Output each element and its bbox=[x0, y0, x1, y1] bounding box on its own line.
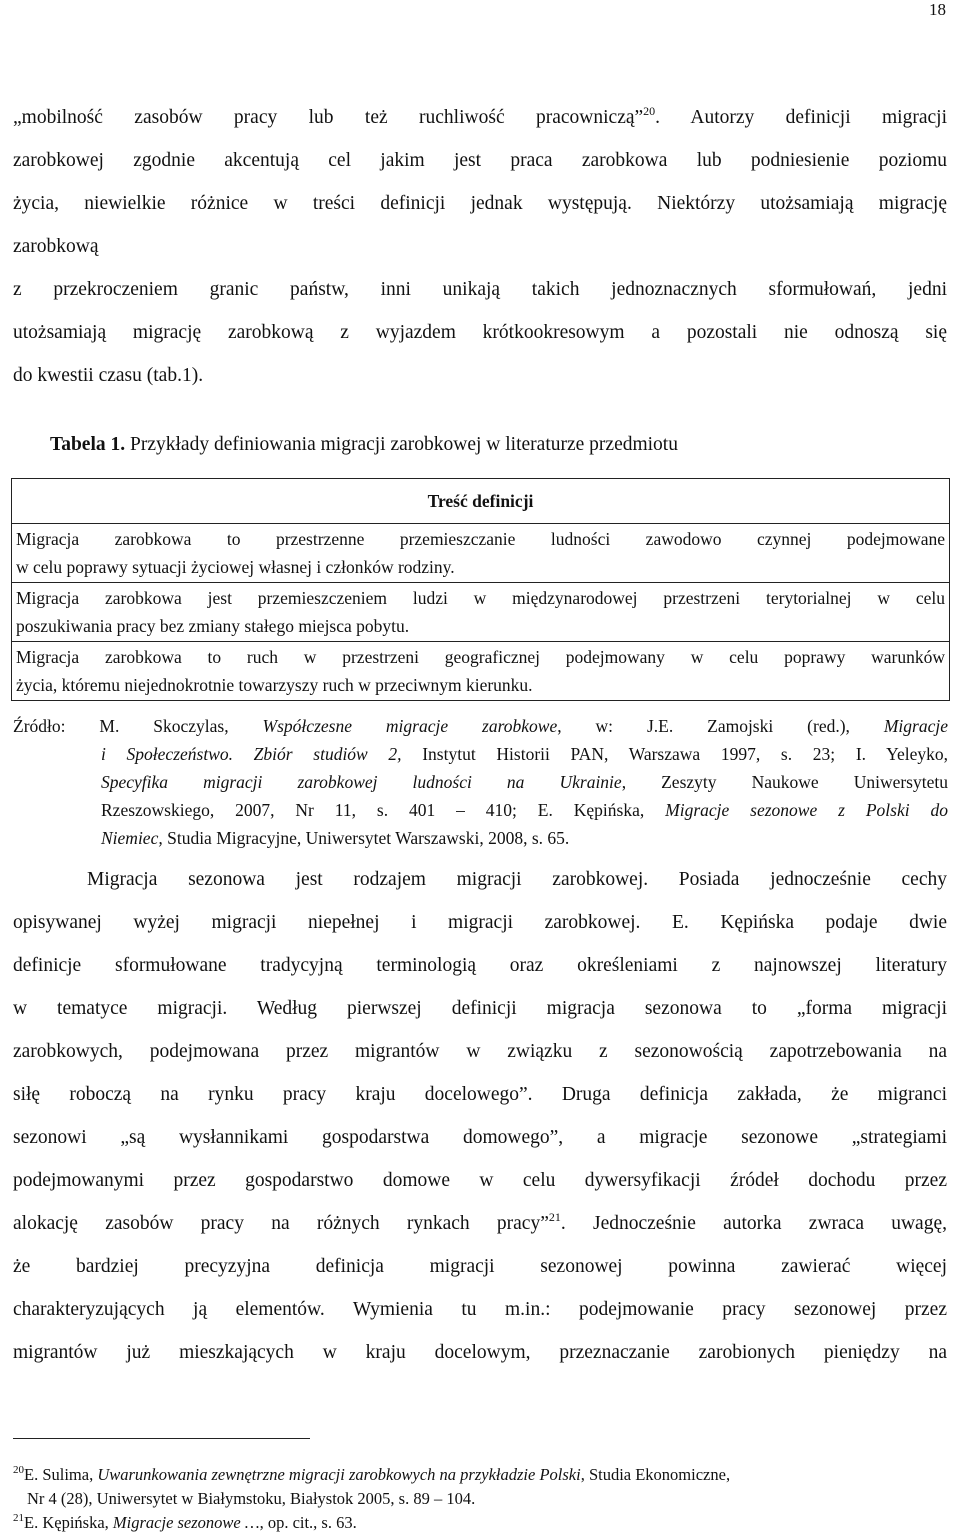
source-line: Źródło: M. Skoczylas, Współczesne migracje zarobkowe, w: J.E. Zamojski (red.), Migracje bbox=[13, 716, 948, 736]
footnote-20-cont: Nr 4 (28), Uniwersytet w Białymstoku, Białystok 2005, s. 89 – 104. bbox=[27, 1489, 476, 1508]
table-caption-label: Tabela 1. bbox=[50, 434, 126, 455]
source-line: i Społeczeństwo. Zbiór studiów 2, Instytut Historii PAN, Warszawa 1997, s. 23; I. Yeleyko, bbox=[101, 744, 948, 764]
footnote-separator bbox=[13, 1438, 310, 1439]
text-line: zarobkowej zgodnie akcentują cel jakim jest praca zarobkowa lub podniesienie poziomu bbox=[13, 150, 947, 171]
text-line: opisywanej wyżej migracji niepełnej i migracji zarobkowej. E. Kępińska podaje dwie bbox=[13, 912, 947, 933]
definitions-table bbox=[11, 478, 950, 701]
table-header-cell: Treść definicji bbox=[12, 479, 950, 524]
table-header-row bbox=[12, 479, 950, 524]
source-line: Rzeszowskiego, 2007, Nr 11, s. 401 – 410; E. Kępińska, Migracje sezonowe z Polski do bbox=[101, 800, 948, 820]
table-row bbox=[12, 583, 950, 642]
table-caption-text: Przykłady definiowania migracji zarobkowej w literaturze przedmiotu bbox=[125, 434, 678, 455]
footnote-ref-21[interactable]: 21 bbox=[548, 1210, 561, 1224]
text-line: z przekroczeniem granic państw, inni unikają takich jednoznacznych sformułowań, jedni bbox=[13, 279, 947, 300]
text-line: że bardziej precyzyjna definicja migracji sezonowej powinna zawierać więcej bbox=[13, 1256, 947, 1277]
text-line: zarobkowych, podejmowana przez migrantów w związku z sezonowością zapotrzebowania na bbox=[13, 1041, 947, 1062]
text-line: życia, niewielkie różnice w treści definicji jednak występują. Niektórzy utożsamiają migrację bbox=[13, 193, 947, 214]
table-cell: Migracja zarobkowa jest przemieszczeniem ludzi w międzynarodowej przestrzeni terytorialnej w celu poszukiwania pracy bez zmiany stałego miejsca pobytu. bbox=[12, 583, 950, 642]
text-line: podejmowanymi przez gospodarstwo domowe w celu dywersyfikacji źródeł dochodu przez bbox=[13, 1170, 947, 1191]
text-line: siłę roboczą na rynku pracy kraju docelowego”. Druga definicja zakłada, że migranci bbox=[13, 1084, 947, 1105]
text-line: utożsamiają migrację zarobkową z wyjazdem krótkookresowym a pozostali nie odnoszą się bbox=[13, 322, 947, 343]
footnote-20: $^{20}$E. Sulima, Uwarunkowania zewnętrzne migracji zarobkowych na przykładzie Polski, Studia Ekonomiczne, bbox=[13, 1464, 731, 1484]
table-source bbox=[13, 712, 948, 852]
table-cell: Migracja zarobkowa to ruch w przestrzeni geograficznej podejmowany w celu poprawy warunków życia, któremu niejednokrotnie towarzyszy ruch w przeciwnym kierunku. bbox=[12, 642, 950, 701]
seasonal-migration-paragraph bbox=[13, 858, 947, 1374]
intro-paragraph bbox=[13, 96, 947, 397]
footnote-21: $^{21}$E. Kępińska, Migracje sezonowe …, op. cit., s. 63. bbox=[13, 1512, 357, 1532]
table-caption bbox=[50, 434, 678, 456]
footnotes bbox=[13, 1463, 948, 1535]
table-row bbox=[12, 642, 950, 701]
source-line: Niemiec, Studia Migracyjne, Uniwersytet Warszawski, 2008, s. 65. bbox=[101, 828, 570, 848]
text-line: sezonowi „są wysłannikami gospodarstwa domowego”, a migracje sezonowe „strategiami bbox=[13, 1127, 947, 1148]
text-line: definicje sformułowane tradycyjną terminologią oraz określeniami z najnowszej literatury bbox=[13, 955, 947, 976]
footnote-ref-20[interactable]: 20 bbox=[643, 104, 656, 118]
text-line: do kwestii czasu (tab.1). bbox=[13, 365, 204, 386]
table-row bbox=[12, 524, 950, 583]
text-line: migrantów już mieszkających w kraju docelowym, przeznaczanie zarobionych pieniędzy na bbox=[13, 1342, 947, 1363]
text-line: charakteryzujących ją elementów. Wymienia tu m.in.: podejmowanie pracy sezonowej przez bbox=[13, 1299, 947, 1320]
text-line: w tematyce migracji. Według pierwszej definicji migracja sezonowa to „forma migracji bbox=[13, 998, 947, 1019]
page-number: 18 bbox=[929, 0, 946, 19]
text-line: „mobilność zasobów pracy lub też ruchliwość pracowniczą”$^{20}$. Autorzy definicji migracji bbox=[13, 104, 947, 128]
text-line: alokację zasobów pracy na różnych rynkach pracy”$^{21}$. Jednocześnie autorka zwraca uwagę, bbox=[13, 1210, 947, 1234]
table-cell: Migracja zarobkowa to przestrzenne przemieszczanie ludności zawodowo czynnej podejmowane w celu poprawy sytuacji życiowej własnej i członków rodziny. bbox=[12, 524, 950, 583]
source-line: Specyfika migracji zarobkowej ludności na Ukrainie, Zeszyty Naukowe Uniwersytetu bbox=[101, 772, 948, 792]
text-line: Migracja sezonowa jest rodzajem migracji zarobkowej. Posiada jednocześnie cechy bbox=[87, 869, 947, 890]
text-line: zarobkową bbox=[13, 236, 99, 257]
